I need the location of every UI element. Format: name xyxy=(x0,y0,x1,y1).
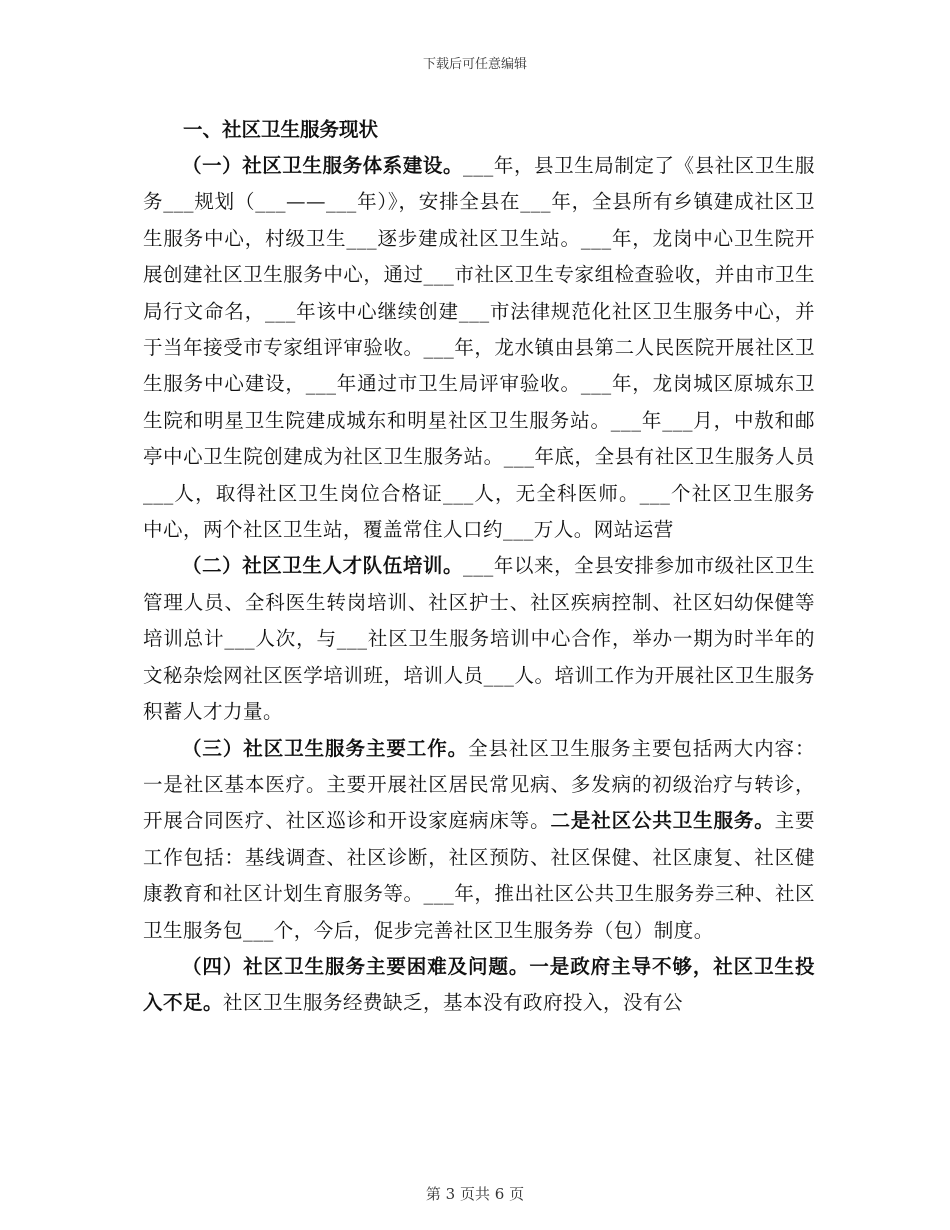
paragraph-4-lead: （四）社区卫生服务主要困难及问题。一是政府主导不够，社区卫生投入不足。 xyxy=(143,954,815,1015)
paragraph-4-text: 社区卫生服务经费缺乏，基本没有政府投入，没有公 xyxy=(223,991,684,1015)
paragraph-3-text-a: 全县社区卫生服务主要包括两大内容：一是社区基本医疗。主要开展社区居民常见病、多发病的初级治疗与转诊，开展合同医疗、社区巡诊和开设家庭病床等。 xyxy=(143,736,815,833)
paragraph-3 xyxy=(143,731,815,949)
paragraph-4 xyxy=(143,949,815,1022)
paragraph-2 xyxy=(143,548,815,730)
paragraph-2-text: ___年以来，全县安排参加市级社区卫生管理人员、全科医生转岗培训、社区护士、社区疾病控制、社区妇幼保健等培训总计___人次，与___社区卫生服务培训中心合作，举办一期为时半年的文秘杂烩网社区医学培训班，培训人员___人。培训工作为开展社区卫生服务积蓄人才力量。 xyxy=(143,554,815,724)
page-footer: 第 3 页共 6 页 xyxy=(425,1185,525,1203)
paragraph-3-bold-b: 二是社区公共卫生服务。 xyxy=(550,809,775,833)
paragraph-1-text: ___年，县卫生局制定了《县社区卫生服务___规划（___——___年）》，安排全县在___年，全县所有乡镇建成社区卫生服务中心，村级卫生___逐步建成社区卫生站。___年，龙岗中心卫生院开展创建社区卫生服务中心，通过___市社区卫生专家组检查验收，并由市卫生局行文命名，___年该中心继续创建___市法律规范化社区卫生服务中心，并于当年接受市专家组评审验收。___年，龙水镇由县第二人民医院开展社区卫生服务中心建设，___年通过市卫生局评审验收。___年，龙岗城区原城东卫生院和明星卫生院建成城东和明星社区卫生服务站。___年___月，中敖和邮亭中心卫生院创建成为社区卫生服务站。___年底，全县有社区卫生服务人员___人，取得社区卫生岗位合格证___人，无全科医师。___个社区卫生服务中心，两个社区卫生站，覆盖常住人口约___万人。网站运营 xyxy=(143,154,815,542)
section-title: 一、社区卫生服务现状 xyxy=(183,118,379,141)
paragraph-3-lead: （三）社区卫生服务主要工作。 xyxy=(182,736,469,760)
paragraph-3-text-c: 主要工作包括：基线调查、社区诊断，社区预防、社区保健、社区康复、社区健康教育和社区计划生育服务等。___年，推出社区公共卫生服务券三种、社区卫生服务包___个，今后，促步完善社区卫生服务券（包）制度。 xyxy=(143,809,815,942)
paragraph-1-lead: （一）社区卫生服务体系建设。 xyxy=(182,154,464,177)
paragraph-2-lead: （二）社区卫生人才队伍培训。 xyxy=(182,554,464,578)
page-header: 下载后可任意编辑 xyxy=(422,57,527,72)
document-body xyxy=(143,112,815,1022)
paragraph-1 xyxy=(143,148,815,548)
